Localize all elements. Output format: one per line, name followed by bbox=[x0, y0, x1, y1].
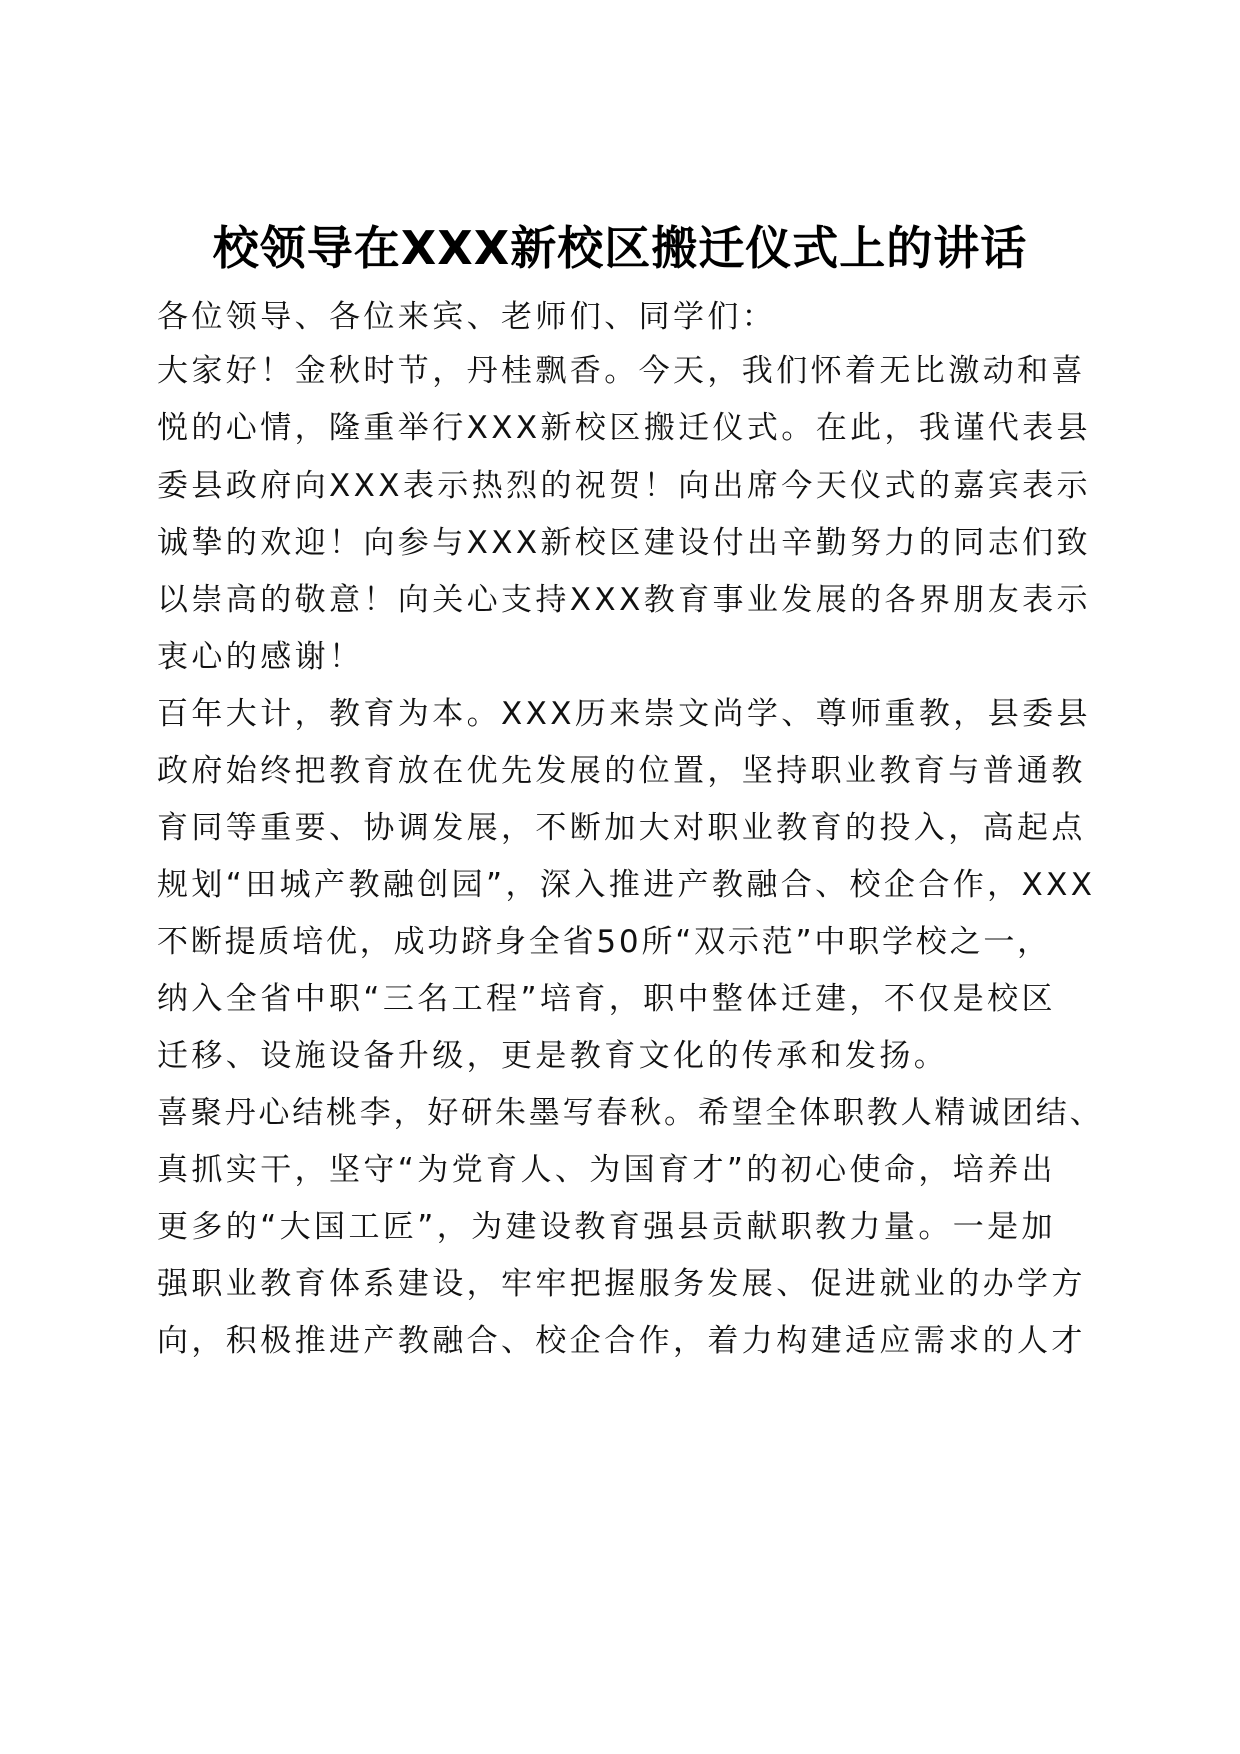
paragraph-2-line-2: 政府始终把教育放在优先发展的位置，坚持职业教育与普通教 bbox=[157, 753, 1086, 789]
paragraph-3-line-3: 更多的“大国工匠”，为建设教育强县贡献职教力量。一是加 bbox=[157, 1209, 1056, 1245]
paragraph-2-line-1: 百年大计，教育为本。XXX历来崇文尚学、尊师重教，县委县 bbox=[157, 696, 1091, 732]
paragraph-1-line-2: 悦的心情，隆重举行XXX新校区搬迁仪式。在此，我谨代表县 bbox=[157, 410, 1091, 446]
paragraph-2-line-5: 不断提质培优，成功跻身全省50所“双示范”中职学校之一， bbox=[157, 924, 1051, 960]
paragraph-2-line-7: 迁移、设施设备升级，更是教育文化的传承和发扬。 bbox=[157, 1038, 949, 1074]
paragraph-2-line-6: 纳入全省中职“三名工程”培育，职中整体迁建，不仅是校区 bbox=[157, 981, 1056, 1017]
paragraph-2-line-3: 育同等重要、协调发展，不断加大对职业教育的投入，高起点 bbox=[157, 810, 1086, 846]
paragraph-1-line-4: 诚挚的欢迎！向参与XXX新校区建设付出辛勤努力的同志们致 bbox=[157, 525, 1091, 561]
paragraph-3-line-4: 强职业教育体系建设，牢牢把握服务发展、促进就业的办学方 bbox=[157, 1266, 1086, 1302]
paragraph-1-line-1: 大家好！金秋时节，丹桂飘香。今天，我们怀着无比激动和喜 bbox=[157, 353, 1086, 389]
paragraph-3-line-5: 向，积极推进产教融合、校企合作，着力构建适应需求的人才 bbox=[157, 1323, 1086, 1359]
document-title: 校领导在XXX新校区搬迁仪式上的讲话 bbox=[212, 221, 1028, 275]
paragraph-1-line-6: 衷心的感谢！ bbox=[157, 639, 364, 675]
paragraph-1-line-3: 委县政府向XXX表示热烈的祝贺！向出席今天仪式的嘉宾表示 bbox=[157, 468, 1091, 504]
paragraph-3-line-1: 喜聚丹心结桃李，好研朱墨写春秋。希望全体职教人精诚团结、 bbox=[157, 1095, 1104, 1131]
salutation-line: 各位领导、各位来宾、老师们、同学们： bbox=[157, 299, 777, 335]
paragraph-2-line-4: 规划“田城产教融创园”，深入推进产教融合、校企合作，XXX bbox=[157, 867, 1096, 903]
paragraph-1-line-5: 以崇高的敬意！向关心支持XXX教育事业发展的各界朋友表示 bbox=[157, 582, 1091, 618]
paragraph-3-line-2: 真抓实干，坚守“为党育人、为国育才”的初心使命，培养出 bbox=[157, 1152, 1056, 1188]
